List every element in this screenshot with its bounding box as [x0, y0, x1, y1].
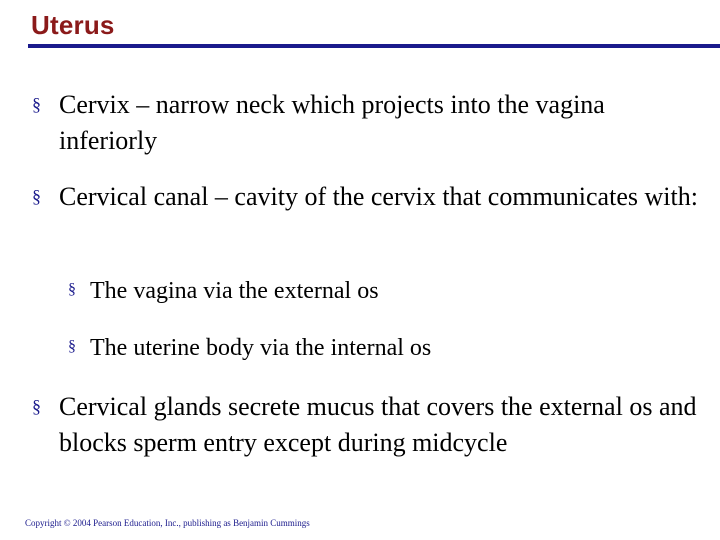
- sub-bullet-text: The vagina via the external os: [90, 278, 379, 304]
- bullet-text: Cervical canal – cavity of the cervix that communicates with:: [59, 182, 698, 211]
- sub-bullet-text: The uterine body via the internal os: [90, 335, 432, 361]
- title-underline: [28, 44, 720, 48]
- sub-bullet-marker-icon: §: [68, 338, 76, 355]
- slide-title: Uterus: [31, 10, 115, 40]
- bullet-text: Cervical glands secrete mucus that covers the external os and blocks sperm entry except during midcycle: [59, 392, 697, 457]
- sub-bullet-internal-os: [68, 332, 688, 364]
- bullet-cervix: [32, 87, 702, 159]
- sub-bullet-marker-icon: §: [68, 281, 76, 298]
- bullet-cervical-glands: [32, 389, 702, 461]
- bullet-text: Cervix – narrow neck which projects into the vagina inferiorly: [59, 90, 605, 155]
- copyright-footer: Copyright © 2004 Pearson Education, Inc., publishing as Benjamin Cummings: [25, 518, 310, 528]
- bullet-cervical-canal: [32, 179, 702, 215]
- bullet-marker-icon: §: [32, 186, 41, 206]
- sub-bullet-external-os: [68, 275, 688, 307]
- bullet-marker-icon: §: [32, 94, 41, 114]
- bullet-marker-icon: §: [32, 396, 41, 416]
